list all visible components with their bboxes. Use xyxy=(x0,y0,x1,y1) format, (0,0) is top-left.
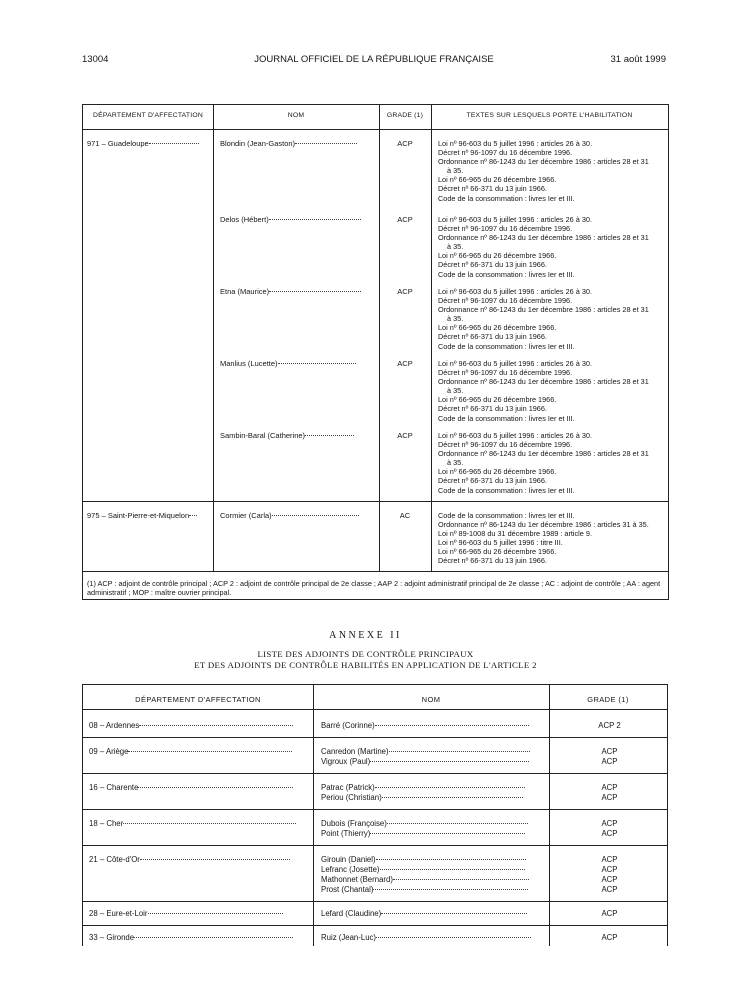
journal-title: JOURNAL OFFICIEL DE LA RÉPUBLIQUE FRANÇAISE xyxy=(254,54,494,65)
leader-dots xyxy=(123,823,296,824)
person-name: Etna (Maurice) xyxy=(220,287,270,296)
leader-dots xyxy=(393,879,530,880)
person-name-line xyxy=(321,875,529,885)
row-rule xyxy=(83,809,667,810)
department-label: 09 – Ariège xyxy=(89,747,129,756)
row-rule xyxy=(83,901,667,902)
leader-dots xyxy=(278,363,357,364)
grade-cell xyxy=(551,855,668,895)
grade-cell xyxy=(551,819,668,839)
leader-dots xyxy=(295,143,357,144)
legal-text-line: Code de la consommation : livres Ier et III. xyxy=(438,193,575,203)
grade-value: ACP 2 xyxy=(598,721,621,730)
legal-text-line: Loi nº 96-603 du 5 juillet 1996 : articles 26 à 30. xyxy=(438,431,592,440)
row-rule xyxy=(83,925,667,926)
grade-cell xyxy=(551,721,668,731)
person-name: Patrac (Patrick) xyxy=(321,783,375,792)
grade-value: ACP xyxy=(601,819,618,828)
name-cell xyxy=(321,721,529,731)
legal-text-line: Décret nº 66-371 du 13 juin 1966. xyxy=(438,476,547,486)
name-cell xyxy=(220,287,361,296)
legal-text-line: Loi nº 96-603 du 5 juillet 1996 : titre III. xyxy=(438,538,563,548)
person-name-line xyxy=(321,793,525,803)
legal-text-line: Décret nº 66-371 du 13 juin 1966. xyxy=(438,404,547,414)
name-cell xyxy=(220,431,354,440)
column-header-grade: GRADE (1) xyxy=(386,112,424,119)
name-cell xyxy=(220,359,356,368)
column-header-department: DÉPARTEMENT D'AFFECTATION xyxy=(93,112,203,119)
page-number: 13004 xyxy=(82,54,109,65)
leader-dots xyxy=(382,797,523,798)
legal-text-line: à 35. xyxy=(447,242,464,252)
grade-value: ACP xyxy=(601,875,618,884)
grade-value: ACP xyxy=(601,933,618,942)
person-name: Lefranc (Josette) xyxy=(321,865,380,874)
legal-text-line: à 35. xyxy=(447,458,464,468)
legal-text-line: à 35. xyxy=(447,386,464,396)
legal-text-line: Décret nº 66-371 du 13 juin 1966. xyxy=(438,260,547,270)
header-rule xyxy=(83,129,668,130)
grade-value: ACP xyxy=(601,829,618,838)
legal-texts xyxy=(438,139,666,203)
leader-dots xyxy=(140,859,290,860)
legal-text-line: Décret nº 96-1097 du 16 décembre 1996. xyxy=(438,224,573,234)
grade-cell: ACP xyxy=(397,359,413,368)
name-cell xyxy=(321,933,531,943)
leader-dots xyxy=(148,913,284,914)
leader-dots xyxy=(389,751,530,752)
annex-title: ANNEXE II xyxy=(329,630,402,641)
leader-dots xyxy=(370,761,529,762)
department-label: 28 – Eure-et-Loir xyxy=(89,909,148,918)
legal-text-line: Ordonnance nº 86-1243 du 1er décembre 1986 : articles 28 et 31 xyxy=(438,157,649,167)
row-rule xyxy=(83,501,668,502)
grade-cell: ACP xyxy=(397,215,413,224)
grade-value: ACP xyxy=(601,793,618,802)
legal-text-line: Ordonnance nº 86-1243 du 1er décembre 1986 : articles 28 et 31 xyxy=(438,377,649,387)
habilitation-table xyxy=(82,104,669,600)
department-label: 21 – Côte-d'Or xyxy=(89,855,140,864)
annex-subtitle-line1: LISTE DES ADJOINTS DE CONTRÔLE PRINCIPAUX xyxy=(257,649,474,659)
person-name-line xyxy=(321,885,529,895)
name-cell xyxy=(220,511,359,520)
leader-dots xyxy=(139,725,293,726)
department-label: 971 – Guadeloupe xyxy=(87,139,149,148)
column-header-department: DÉPARTEMENT D'AFFECTATION xyxy=(135,695,261,704)
department-cell xyxy=(87,139,199,148)
footnote-rule xyxy=(83,571,668,572)
legal-text-line: Ordonnance nº 86-1243 du 1er décembre 1986 : articles 31 à 35. xyxy=(438,520,649,530)
grade-value: ACP xyxy=(601,855,618,864)
leader-dots xyxy=(134,937,293,938)
row-rule xyxy=(83,737,667,738)
person-name-line xyxy=(321,757,530,767)
grade-cell xyxy=(551,783,668,803)
department-label: 18 – Cher xyxy=(89,819,124,828)
column-divider xyxy=(313,685,314,946)
leader-dots xyxy=(370,833,525,834)
leader-dots xyxy=(305,435,354,436)
legal-text-line: Loi nº 66-965 du 26 décembre 1966. xyxy=(438,251,557,261)
grade-cell: ACP xyxy=(397,287,413,296)
legal-texts xyxy=(438,359,666,423)
row-rule xyxy=(83,845,667,846)
person-name: Canredon (Martine) xyxy=(321,747,389,756)
leader-dots xyxy=(380,869,526,870)
grade-value: ACP xyxy=(601,909,618,918)
person-name: Prost (Chantal) xyxy=(321,885,374,894)
leader-dots xyxy=(149,143,199,144)
person-name: Periou (Christian) xyxy=(321,793,382,802)
column-header-texts: TEXTES SUR LESQUELS PORTE L'HABILITATION xyxy=(466,112,633,119)
name-cell xyxy=(321,855,529,895)
department-cell xyxy=(89,855,290,864)
legal-text-line: Loi nº 66-965 du 26 décembre 1966. xyxy=(438,395,557,405)
page-header xyxy=(82,54,666,68)
annex-subtitle-line2: ET DES ADJOINTS DE CONTRÔLE HABILITÉS EN APPLICATION DE L'ARTICLE 2 xyxy=(194,660,537,670)
legal-text-line: Loi nº 96-603 du 5 juillet 1996 : articles 26 à 30. xyxy=(438,215,592,224)
column-header-grade: GRADE (1) xyxy=(587,695,629,704)
grade-value: ACP xyxy=(601,757,618,766)
name-cell xyxy=(220,139,357,148)
department-cell xyxy=(89,783,293,792)
department-label: 33 – Gironde xyxy=(89,933,135,942)
leader-dots xyxy=(387,823,528,824)
person-name: Dubois (Françoise) xyxy=(321,819,387,828)
person-name-line xyxy=(321,721,529,731)
person-name-line xyxy=(321,855,529,865)
legal-text-line: à 35. xyxy=(447,314,464,324)
column-header-name: NOM xyxy=(421,695,441,704)
legal-texts xyxy=(438,511,666,566)
person-name: Manlius (Lucette) xyxy=(220,359,278,368)
grade-cell xyxy=(551,933,668,943)
leader-dots xyxy=(189,515,197,516)
legal-text-line: Code de la consommation : livres Ier et III. xyxy=(438,413,575,423)
legal-text-line: Code de la consommation : livres Ier et III. xyxy=(438,341,575,351)
legal-text-line: à 35. xyxy=(447,166,464,176)
grade-cell: AC xyxy=(399,511,411,520)
department-cell xyxy=(89,933,293,942)
person-name: Girouin (Daniel) xyxy=(321,855,376,864)
person-name-line xyxy=(321,933,531,943)
department-label: 975 – Saint-Pierre-et-Miquelon xyxy=(87,511,190,520)
leader-dots xyxy=(373,889,528,890)
legal-text-line: Décret nº 96-1097 du 16 décembre 1996. xyxy=(438,296,573,306)
name-cell xyxy=(321,909,527,919)
person-name: Cormier (Carla) xyxy=(220,511,272,520)
leader-dots xyxy=(138,787,292,788)
grade-value: ACP xyxy=(601,747,618,756)
grade-value: ACP xyxy=(601,885,618,894)
person-name: Point (Thierry) xyxy=(321,829,371,838)
legal-text-line: Décret nº 66-371 du 13 juin 1966. xyxy=(438,556,547,566)
person-name-line xyxy=(321,783,525,793)
grade-cell: ACP xyxy=(397,139,413,148)
legal-text-line: Loi nº 66-965 du 26 décembre 1966. xyxy=(438,547,557,557)
legal-text-line: Ordonnance nº 86-1243 du 1er décembre 1986 : articles 28 et 31 xyxy=(438,305,649,315)
legal-text-line: Ordonnance nº 86-1243 du 1er décembre 1986 : articles 28 et 31 xyxy=(438,449,649,459)
row-rule xyxy=(83,773,667,774)
legal-text-line: Loi nº 89-1008 du 31 décembre 1989 : article 9. xyxy=(438,529,592,539)
person-name: Vigroux (Paul) xyxy=(321,757,371,766)
name-cell xyxy=(220,215,361,224)
department-cell xyxy=(89,721,293,730)
leader-dots xyxy=(272,515,360,516)
person-name: Blondin (Jean-Gaston) xyxy=(220,139,296,148)
department-cell xyxy=(89,747,292,756)
grade-cell xyxy=(551,909,668,919)
column-divider xyxy=(549,685,550,946)
agents-table xyxy=(82,684,668,946)
person-name: Sambin-Baral (Catherine) xyxy=(220,431,306,440)
grade-cell xyxy=(551,747,668,767)
legal-texts xyxy=(438,215,666,279)
leader-dots xyxy=(381,913,527,914)
legal-text-line: Ordonnance nº 86-1243 du 1er décembre 1986 : articles 28 et 31 xyxy=(438,233,649,243)
publication-date: 31 août 1999 xyxy=(610,54,666,65)
legal-text-line: Code de la consommation : livres Ier et III. xyxy=(438,269,575,279)
legal-text-line: Code de la consommation : livres Ier et III. xyxy=(438,485,575,495)
department-label: 08 – Ardennes xyxy=(89,721,140,730)
legal-text-line: Loi nº 96-603 du 5 juillet 1996 : articles 26 à 30. xyxy=(438,139,592,148)
legal-text-line: Loi nº 66-965 du 26 décembre 1966. xyxy=(438,175,557,185)
legal-text-line: Décret nº 96-1097 du 16 décembre 1996. xyxy=(438,440,573,450)
leader-dots xyxy=(128,751,291,752)
department-cell xyxy=(87,511,197,520)
person-name-line xyxy=(321,865,529,875)
person-name-line xyxy=(321,819,528,829)
legal-text-line: Décret nº 96-1097 du 16 décembre 1996. xyxy=(438,148,573,158)
person-name-line xyxy=(321,829,528,839)
legal-text-line: Loi nº 66-965 du 26 décembre 1966. xyxy=(438,323,557,333)
person-name: Barré (Corinne) xyxy=(321,721,375,730)
legal-texts xyxy=(438,287,666,351)
department-label: 16 – Charente xyxy=(89,783,139,792)
row-rule xyxy=(83,709,667,710)
name-cell xyxy=(321,783,525,803)
legal-text-line: Décret nº 96-1097 du 16 décembre 1996. xyxy=(438,368,573,378)
person-name: Lefard (Claudine) xyxy=(321,909,382,918)
leader-dots xyxy=(269,291,361,292)
person-name: Delos (Hébert) xyxy=(220,215,269,224)
grade-cell: ACP xyxy=(397,431,413,440)
person-name: Mathonnet (Bernard) xyxy=(321,875,393,884)
leader-dots xyxy=(269,219,361,220)
department-cell xyxy=(89,819,296,828)
legal-text-line: Loi nº 96-603 du 5 juillet 1996 : articles 26 à 30. xyxy=(438,287,592,296)
grade-value: ACP xyxy=(601,865,618,874)
leader-dots xyxy=(375,725,530,726)
legal-text-line: Loi nº 96-603 du 5 juillet 1996 : articles 26 à 30. xyxy=(438,359,592,368)
department-cell xyxy=(89,909,283,918)
name-cell xyxy=(321,747,530,767)
footnote: (1) ACP : adjoint de contrôle principal ; ACP 2 : adjoint de contrôle principal de 2e classe ; AAP 2 : adjoint administratif principal de 2e classe ; AC : adjoint de contrôle ; AA : agent administratif ; MOP : maître ouvrier principal. xyxy=(87,579,661,597)
legal-text-line: Loi nº 66-965 du 26 décembre 1966. xyxy=(438,467,557,477)
column-header-name: NOM xyxy=(287,112,305,119)
legal-text-line: Décret nº 66-371 du 13 juin 1966. xyxy=(438,332,547,342)
leader-dots xyxy=(376,937,531,938)
legal-text-line: Décret nº 66-371 du 13 juin 1966. xyxy=(438,184,547,194)
grade-value: ACP xyxy=(601,783,618,792)
person-name-line xyxy=(321,747,530,757)
person-name: Ruiz (Jean-Luc) xyxy=(321,933,377,942)
leader-dots xyxy=(376,859,526,860)
legal-text-line: Code de la consommation : livres Ier et III. xyxy=(438,511,575,520)
leader-dots xyxy=(375,787,525,788)
person-name-line xyxy=(321,909,527,919)
legal-texts xyxy=(438,431,666,495)
name-cell xyxy=(321,819,528,839)
